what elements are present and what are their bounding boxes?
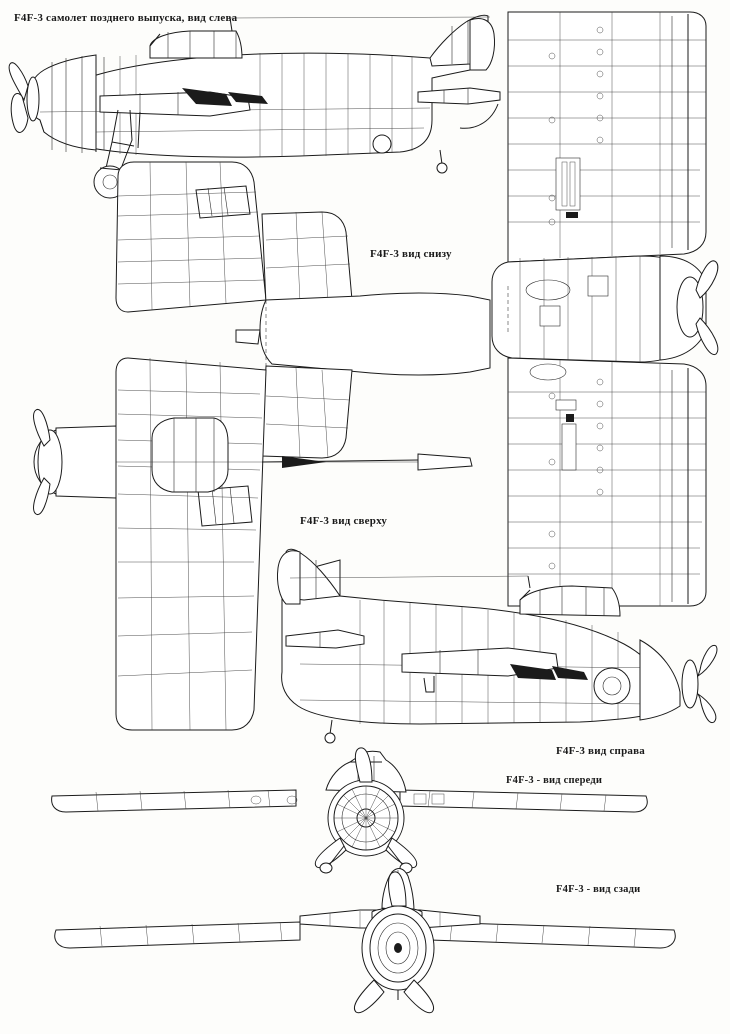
caption-front-view: F4F-3 - вид спереди (506, 775, 603, 786)
bottom-plan-view (492, 12, 718, 606)
left-side-view (9, 15, 500, 198)
front-view (52, 748, 648, 873)
caption-top-view: F4F-3 вид сверху (300, 515, 388, 527)
caption-left-view: F4F-3 самолет позднего выпуска, вид слева (14, 12, 238, 24)
caption-rear-view: F4F-3 - вид сзади (556, 884, 641, 895)
caption-right-view: F4F-3 вид справа (556, 745, 645, 757)
caption-bottom-view: F4F-3 вид снизу (370, 248, 452, 260)
